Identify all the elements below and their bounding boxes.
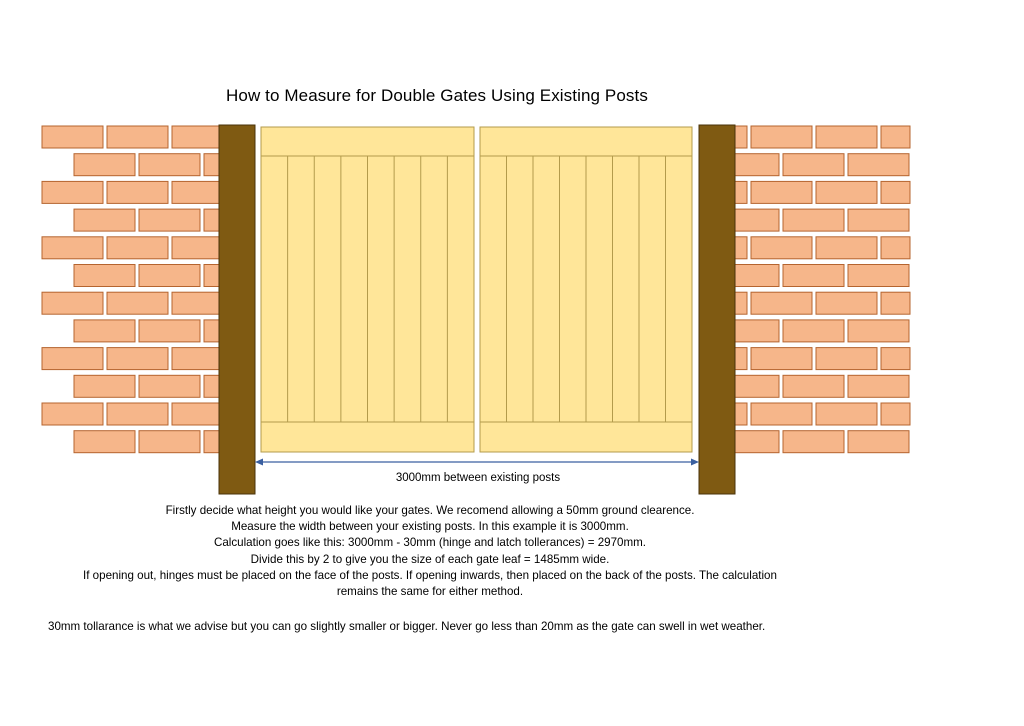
brick — [881, 348, 910, 370]
brick — [881, 292, 910, 314]
brick — [42, 348, 103, 370]
instruction-line: remains the same for either method. — [336, 585, 524, 599]
brick — [107, 237, 168, 259]
brick — [42, 237, 103, 259]
gate-top-rail — [261, 127, 474, 156]
arrow-head-right — [691, 459, 699, 466]
instruction-line: Calculation goes like this: 3000mm - 30mm (hinge and latch tollerances) = 2970mm. — [213, 536, 647, 550]
brick — [751, 126, 812, 148]
brick — [172, 403, 220, 425]
brick — [848, 431, 909, 453]
post-left — [219, 125, 255, 494]
brick — [783, 375, 844, 397]
brick — [74, 375, 135, 397]
brick — [881, 403, 910, 425]
instruction-line: Firstly decide what height you would like your gates. We recomend allowing a 50mm ground clearence. — [165, 504, 695, 517]
brick — [881, 237, 910, 259]
brick — [172, 292, 220, 314]
brick — [783, 209, 844, 231]
brick — [139, 320, 200, 342]
diagram-title: How to Measure for Double Gates Using Existing Posts — [226, 86, 648, 105]
brick — [848, 375, 909, 397]
brick — [848, 154, 909, 176]
brick — [816, 292, 877, 314]
brick — [734, 154, 779, 176]
brick — [881, 126, 910, 148]
brick — [734, 181, 747, 203]
gate-leaf-right — [480, 127, 692, 452]
instruction-line: Measure the width between your existing posts. In this example it is 3000mm. — [231, 520, 629, 534]
arrow-head-left — [255, 459, 263, 466]
brick — [751, 403, 812, 425]
brick — [816, 403, 877, 425]
instruction-line: Divide this by 2 to give you the size of each gate leaf = 1485mm wide. — [250, 552, 610, 566]
brick — [107, 126, 168, 148]
brick — [783, 431, 844, 453]
brick — [734, 237, 747, 259]
dimension-label: 3000mm between existing posts — [395, 472, 561, 484]
brick — [42, 126, 103, 148]
instruction-line: If opening out, hinges must be placed on the face of the posts. If opening inwards, then placed on the back of the posts. The calculation — [83, 568, 777, 582]
brick — [734, 403, 747, 425]
brick — [107, 403, 168, 425]
brick — [204, 154, 220, 176]
brick — [139, 431, 200, 453]
brick — [751, 348, 812, 370]
tolerance-note: 30mm tollarance is what we advise but you can go slightly smaller or bigger. Never go less than 20mm as the gate can swell in wet weather. — [48, 620, 766, 633]
brick — [172, 126, 220, 148]
brick-wall-right — [734, 126, 910, 453]
brick — [172, 181, 220, 203]
brick — [816, 237, 877, 259]
brick — [74, 154, 135, 176]
brick — [783, 265, 844, 287]
brick — [734, 348, 747, 370]
brick — [74, 265, 135, 287]
brick — [881, 181, 910, 203]
brick — [734, 292, 747, 314]
brick — [751, 292, 812, 314]
gate-bottom-rail — [261, 422, 474, 452]
brick — [204, 431, 220, 453]
brick — [783, 320, 844, 342]
brick — [816, 181, 877, 203]
brick — [107, 292, 168, 314]
gate-top-rail — [480, 127, 692, 156]
gate-leaf-left — [261, 127, 474, 452]
brick — [734, 375, 779, 397]
brick — [42, 181, 103, 203]
brick — [848, 320, 909, 342]
brick — [783, 154, 844, 176]
instructions — [40, 503, 820, 600]
brick — [42, 403, 103, 425]
brick-wall-left — [42, 126, 220, 453]
brick — [734, 126, 747, 148]
brick — [734, 431, 779, 453]
brick — [172, 237, 220, 259]
brick — [74, 209, 135, 231]
brick — [74, 431, 135, 453]
brick — [734, 209, 779, 231]
brick — [74, 320, 135, 342]
brick — [848, 265, 909, 287]
brick — [848, 209, 909, 231]
brick — [139, 265, 200, 287]
dimension-arrow — [255, 459, 699, 466]
brick — [751, 237, 812, 259]
brick — [734, 265, 779, 287]
brick — [204, 209, 220, 231]
brick — [107, 181, 168, 203]
brick — [42, 292, 103, 314]
brick — [107, 348, 168, 370]
post-right — [699, 125, 735, 494]
brick — [204, 375, 220, 397]
brick — [816, 348, 877, 370]
brick — [139, 375, 200, 397]
brick — [172, 348, 220, 370]
gate-bottom-rail — [480, 422, 692, 452]
brick — [751, 181, 812, 203]
brick — [204, 320, 220, 342]
brick — [139, 209, 200, 231]
brick — [139, 154, 200, 176]
brick — [204, 265, 220, 287]
brick — [734, 320, 779, 342]
brick — [816, 126, 877, 148]
